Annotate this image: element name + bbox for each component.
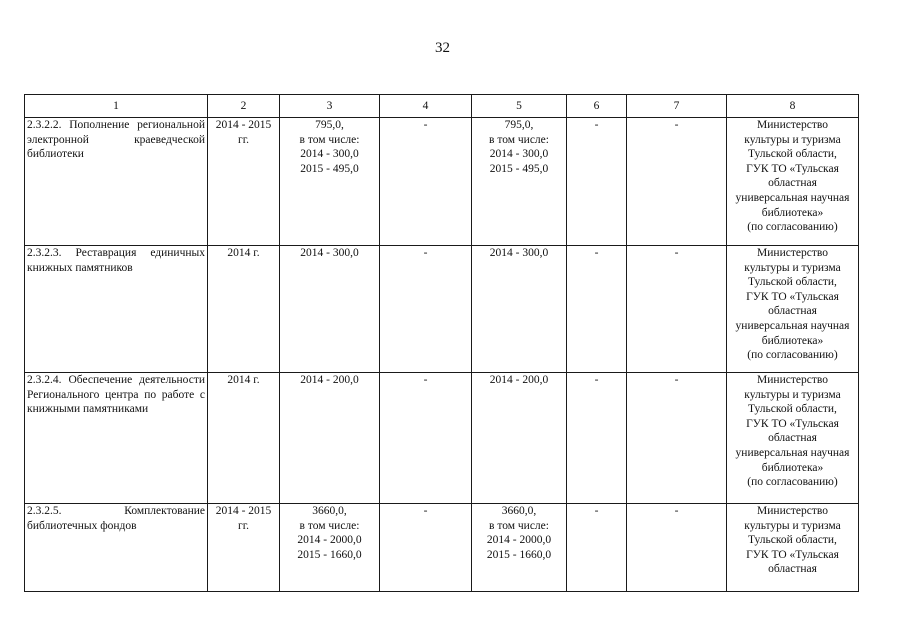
column-header: 2: [208, 95, 280, 118]
executor-cell: Министерство культуры и туризма Тульской области, ГУК ТО «Тульская областная универсальная научная библиотека» (по согласованию): [727, 246, 859, 373]
column-header: 1: [25, 95, 208, 118]
header-row: [25, 95, 859, 118]
executor-cell: Министерство культуры и туризма Тульской области, ГУК ТО «Тульская областная: [727, 504, 859, 592]
funding-col6-cell: -: [567, 246, 627, 373]
column-header: 5: [472, 95, 567, 118]
table-row: [25, 373, 859, 504]
measure-name-cell: 2.3.2.5. Комплектование библиотечных фондов: [25, 504, 208, 592]
column-header: 3: [280, 95, 380, 118]
column-header: 7: [627, 95, 727, 118]
funding-col4-cell: -: [380, 118, 472, 246]
period-cell: 2014 - 2015 гг.: [208, 504, 280, 592]
funding-total-cell: 2014 - 200,0: [280, 373, 380, 504]
funding-col4-cell: -: [380, 246, 472, 373]
funding-col4-cell: -: [380, 504, 472, 592]
column-header: 6: [567, 95, 627, 118]
funding-total-cell: 2014 - 300,0: [280, 246, 380, 373]
table-row: [25, 246, 859, 373]
executor-cell: Министерство культуры и туризма Тульской области, ГУК ТО «Тульская областная универсальная научная библиотека» (по согласованию): [727, 373, 859, 504]
measures-table: [24, 94, 859, 592]
executor-cell: Министерство культуры и туризма Тульской области, ГУК ТО «Тульская областная универсальная научная библиотека» (по согласованию): [727, 118, 859, 246]
funding-col6-cell: -: [567, 118, 627, 246]
period-cell: 2014 г.: [208, 373, 280, 504]
funding-col6-cell: -: [567, 373, 627, 504]
page-number: 32: [435, 40, 450, 56]
funding-col5-cell: 3660,0, в том числе: 2014 - 2000,0 2015 - 1660,0: [472, 504, 567, 592]
table-row: [25, 118, 859, 246]
period-cell: 2014 г.: [208, 246, 280, 373]
funding-total-cell: 3660,0, в том числе: 2014 - 2000,0 2015 - 1660,0: [280, 504, 380, 592]
measure-name-cell: 2.3.2.4. Обеспечение деятельности Регионального центра по работе с книжными памятниками: [25, 373, 208, 504]
column-header: 4: [380, 95, 472, 118]
column-header: 8: [727, 95, 859, 118]
funding-col4-cell: -: [380, 373, 472, 504]
funding-total-cell: 795,0, в том числе: 2014 - 300,0 2015 - 495,0: [280, 118, 380, 246]
funding-col7-cell: -: [627, 504, 727, 592]
funding-col6-cell: -: [567, 504, 627, 592]
funding-col5-cell: 2014 - 300,0: [472, 246, 567, 373]
funding-col7-cell: -: [627, 373, 727, 504]
funding-col5-cell: 2014 - 200,0: [472, 373, 567, 504]
measure-name-cell: 2.3.2.3. Реставрация единичных книжных памятников: [25, 246, 208, 373]
measure-name-cell: 2.3.2.2. Пополнение региональной электронной краеведческой библиотеки: [25, 118, 208, 246]
funding-col7-cell: -: [627, 246, 727, 373]
funding-col7-cell: -: [627, 118, 727, 246]
funding-col5-cell: 795,0, в том числе: 2014 - 300,0 2015 - 495,0: [472, 118, 567, 246]
table-row: [25, 504, 859, 592]
period-cell: 2014 - 2015 гг.: [208, 118, 280, 246]
